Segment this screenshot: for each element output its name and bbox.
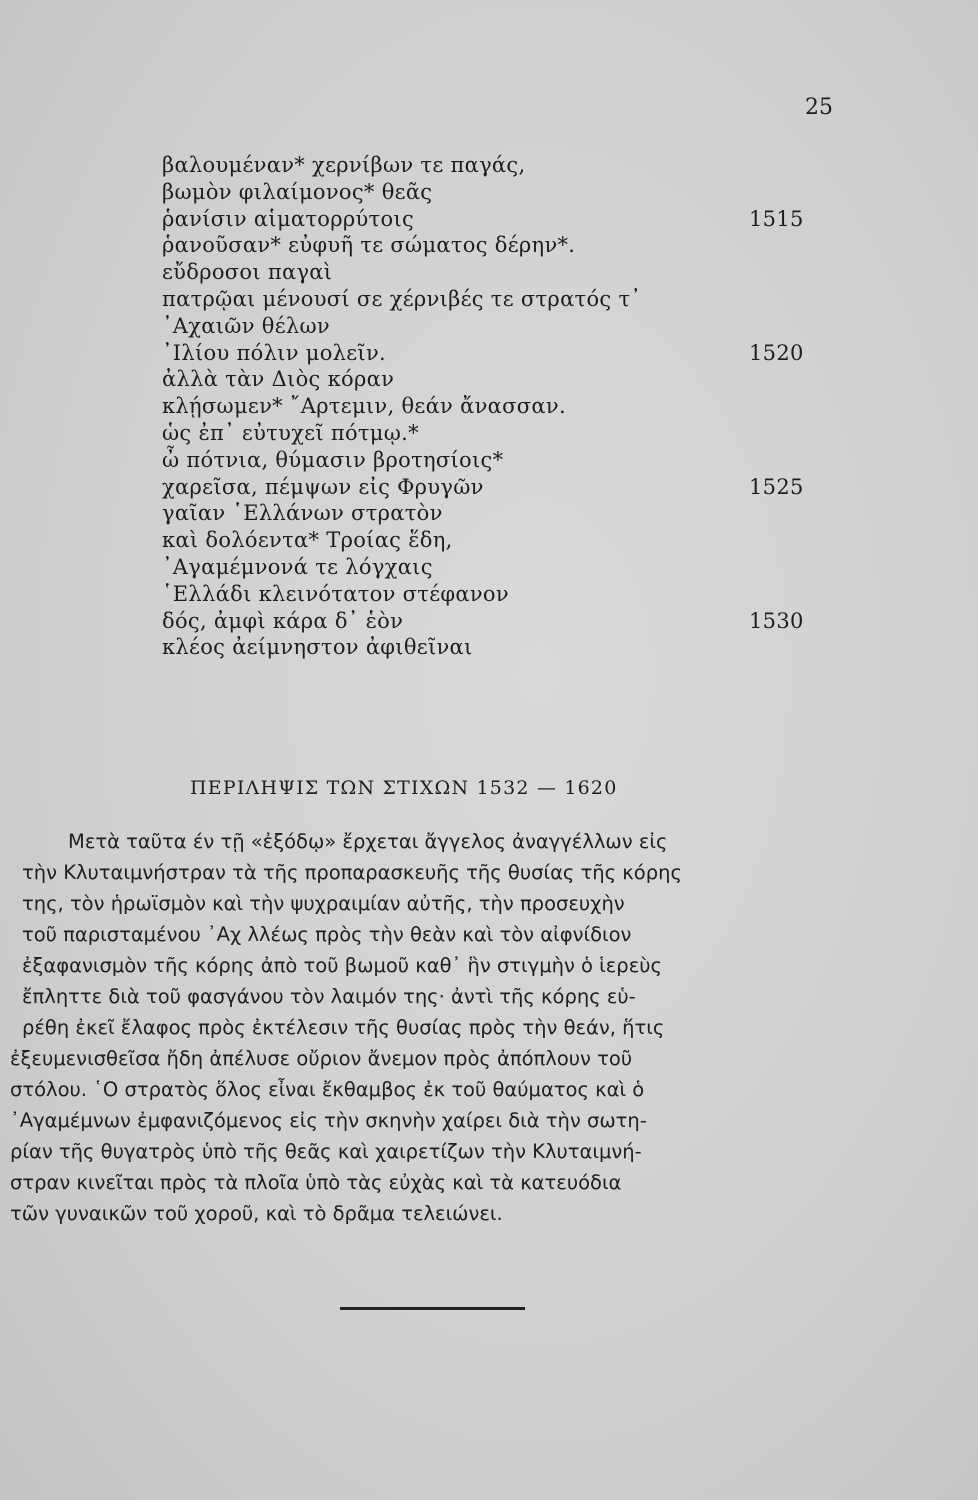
verse-line: βαλουμέναν* χερνίβων τε παγάς,	[162, 153, 526, 177]
prose-line: στόλου. ῾Ο στρατὸς ὅλος εἶναι ἔκθαμβος ἐκ τοῦ θαύματος καὶ ὁ	[10, 1078, 645, 1101]
prose-line: της, τὸν ἡρωϊσμὸν καὶ τὴν ψυχραιμίαν αὐτῆς, τὴν προσευχὴν	[22, 892, 625, 915]
prose-line: ἔπληττε διὰ τοῦ φασγάνου τὸν λαιμόν της· ἀντὶ τῆς κόρης εὑ-	[22, 985, 636, 1008]
verse-line: ὡς ἐπ᾽ εὐτυχεῖ πότμῳ.*	[162, 420, 419, 445]
prose-line: στραν κινεῖται πρὸς τὰ πλοῖα ὑπὸ τὰς εὐχὰς καὶ τὰ κατευόδια	[10, 1171, 622, 1194]
verse-line: ᾽Αγαμέμνονά τε λόγχαις	[162, 554, 433, 579]
verse-line: βωμὸν φιλαίμονος* θεᾶς	[162, 179, 433, 204]
verse-line: ῾Ελλάδι κλεινότατον στέφανον	[162, 581, 509, 606]
verse-line: γαῖαν ῾Ελλάνων στρατὸν	[162, 501, 443, 526]
verse-line: πατρῷαι μένουσί σε χέρνιβές τε στρατός τ᾽	[162, 286, 642, 311]
prose-line: τὴν Κλυταιμνήστραν τὰ τῆς προπαρασκευῆς τῆς θυσίας τῆς κόρης	[22, 861, 682, 884]
verse-line: ἀλλὰ τὰν Διὸς κόραν	[162, 367, 395, 392]
prose-line: ἐξευμενισθεῖσα ἤδη ἀπέλυσε οὔριον ἄνεμον πρὸς ἀπόπλουν τοῦ	[10, 1047, 633, 1070]
verse-line: καὶ δολόεντα* Τροίας ἕδη,	[162, 528, 453, 553]
prose-line: Μετὰ ταῦτα έν τῇ «ἐξόδῳ» ἔρχεται ἄγγελος ἀναγγέλλων εἰς	[68, 830, 668, 853]
verse-line: κλῄσωμεν* ῎Αρτεμιν, θεάν ἄνασσαν.	[162, 394, 566, 419]
verse-line: ὦ πότνια, θύμασιν βροτησίοις*	[162, 447, 504, 472]
verse-line: ᾽Ιλίου πόλιν μολεῖν. 1520	[162, 340, 804, 365]
page-number: 25	[805, 95, 833, 120]
verse-line: δός, ἀμφὶ κάρα δ᾽ ἑὸν 1530	[162, 608, 804, 633]
section-heading: ΠΕΡΙΛΗΨΙΣ ΤΩΝ ΣΤΙΧΩΝ 1532 — 1620	[190, 777, 618, 799]
line-number: 1520	[749, 340, 804, 365]
verse-line: κλέος ἀείμνηστον ἀφιθεῖναι	[162, 635, 473, 660]
prose-line: τῶν γυναικῶν τοῦ χοροῦ, καὶ τὸ δρᾶμα τελειώνει.	[10, 1202, 503, 1225]
prose-line: ρίαν τῆς θυγατρὸς ὑπὸ τῆς θεᾶς καὶ χαιρετίζων τὴν Κλυταιμνή-	[10, 1140, 642, 1163]
verse-line: εὔδροσοι παγαὶ	[162, 260, 333, 285]
verse-line: ᾽Αχαιῶν θέλων	[162, 313, 330, 338]
verse-block	[162, 152, 822, 661]
end-rule	[340, 1307, 525, 1310]
line-number: 1515	[749, 206, 804, 231]
verse-line: ῥανοῦσαν* εὐφυῆ τε σώματος δέρην*.	[162, 233, 576, 258]
verse-line: ῥανίσιν αἱματορρύτοις 1515	[162, 206, 804, 231]
prose-line: ρέθη ἐκεῖ ἔλαφος πρὸς ἐκτέλεσιν τῆς θυσίας πρὸς τὴν θεάν, ἥτις	[22, 1016, 665, 1039]
prose-line: ἐξαφανισμὸν τῆς κόρης ἀπὸ τοῦ βωμοῦ καθ᾽ ἣν στιγμὴν ὁ ἱερεὺς	[22, 954, 662, 977]
prose-line: τοῦ παρισταμένου ᾽Αχ λλέως πρὸς τὴν θεὰν καὶ τὸν αἰφνίδιον	[22, 923, 632, 946]
line-number: 1525	[749, 474, 804, 499]
line-number: 1530	[749, 608, 804, 633]
verse-line: χαρεῖσα, πέμψων εἰς Φρυγῶν 1525	[162, 474, 804, 499]
prose-line: ᾽Αγαμέμνων ἐμφανιζόμενος εἰς τὴν σκηνὴν χαίρει διὰ τὴν σωτη-	[10, 1109, 647, 1132]
